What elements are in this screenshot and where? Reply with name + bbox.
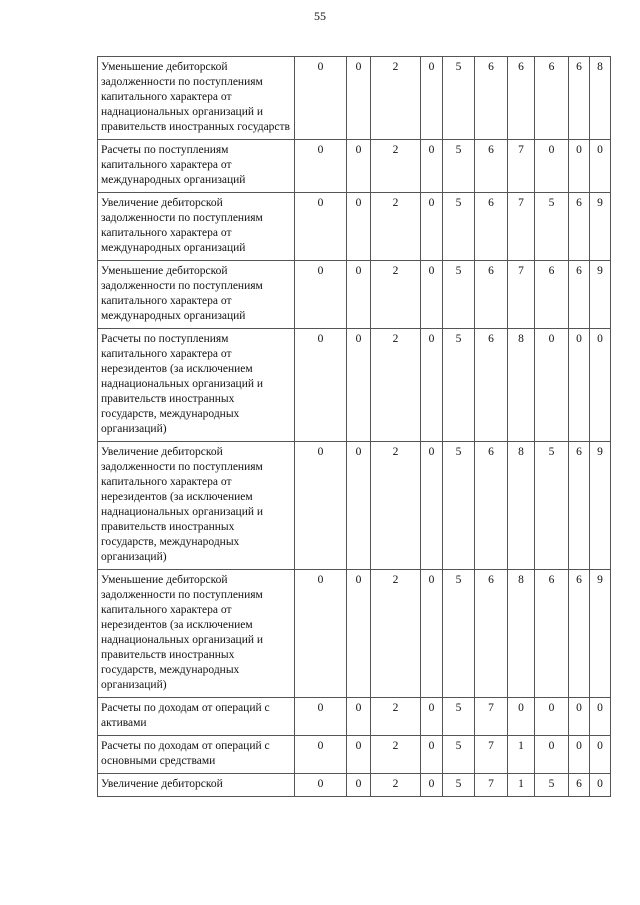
code-digit: 2 bbox=[371, 140, 421, 193]
code-digit: 2 bbox=[371, 442, 421, 570]
row-label: Расчеты по поступлениям капитального характера от международных организаций bbox=[98, 140, 295, 193]
table-row bbox=[98, 140, 611, 193]
row-label: Уменьшение дебиторской задолженности по поступлениям капитального характера от нерезидентов (за исключением наднациональных организаций и правительств иностранных государств, международных организаций) bbox=[98, 570, 295, 698]
code-digit: 0 bbox=[569, 329, 590, 442]
code-digit: 0 bbox=[421, 261, 443, 329]
code-digit: 6 bbox=[508, 57, 535, 140]
code-digit: 7 bbox=[475, 698, 508, 736]
code-digit: 0 bbox=[569, 736, 590, 774]
code-digit: 0 bbox=[421, 442, 443, 570]
code-digit: 6 bbox=[475, 442, 508, 570]
row-label: Увеличение дебиторской bbox=[98, 774, 295, 797]
code-digit: 0 bbox=[295, 570, 347, 698]
code-digit: 0 bbox=[590, 774, 611, 797]
code-digit: 0 bbox=[535, 698, 569, 736]
code-digit: 0 bbox=[421, 774, 443, 797]
code-digit: 9 bbox=[590, 442, 611, 570]
code-digit: 6 bbox=[475, 570, 508, 698]
code-digit: 8 bbox=[508, 570, 535, 698]
code-digit: 0 bbox=[295, 329, 347, 442]
code-digit: 7 bbox=[475, 774, 508, 797]
code-digit: 0 bbox=[347, 774, 371, 797]
code-digit: 0 bbox=[347, 193, 371, 261]
code-digit: 6 bbox=[569, 774, 590, 797]
code-digit: 0 bbox=[295, 736, 347, 774]
code-digit: 7 bbox=[508, 193, 535, 261]
code-digit: 0 bbox=[347, 736, 371, 774]
code-digit: 0 bbox=[421, 570, 443, 698]
code-digit: 0 bbox=[295, 774, 347, 797]
code-digit: 6 bbox=[475, 193, 508, 261]
code-digit: 0 bbox=[295, 57, 347, 140]
code-digit: 0 bbox=[347, 329, 371, 442]
code-digit: 0 bbox=[421, 140, 443, 193]
row-label: Расчеты по поступлениям капитального характера от нерезидентов (за исключением наднациональных организаций и правительств иностранных государств, международных организаций) bbox=[98, 329, 295, 442]
code-digit: 8 bbox=[508, 329, 535, 442]
code-digit: 0 bbox=[508, 698, 535, 736]
code-digit: 0 bbox=[421, 193, 443, 261]
code-digit: 1 bbox=[508, 774, 535, 797]
code-digit: 5 bbox=[443, 140, 475, 193]
code-digit: 0 bbox=[347, 442, 371, 570]
code-digit: 0 bbox=[347, 570, 371, 698]
code-digit: 0 bbox=[535, 329, 569, 442]
row-label: Уменьшение дебиторской задолженности по поступлениям капитального характера от наднациональных организаций и правительств иностранных государств bbox=[98, 57, 295, 140]
code-digit: 0 bbox=[590, 736, 611, 774]
code-digit: 0 bbox=[535, 140, 569, 193]
code-digit: 6 bbox=[569, 442, 590, 570]
code-digit: 5 bbox=[443, 193, 475, 261]
code-digit: 6 bbox=[475, 140, 508, 193]
code-digit: 0 bbox=[295, 261, 347, 329]
code-digit: 7 bbox=[508, 140, 535, 193]
table-row bbox=[98, 261, 611, 329]
row-label: Увеличение дебиторской задолженности по поступлениям капитального характера от нерезидентов (за исключением наднациональных организаций и правительств иностранных государств, международных организаций) bbox=[98, 442, 295, 570]
code-digit: 0 bbox=[347, 261, 371, 329]
code-digit: 9 bbox=[590, 193, 611, 261]
code-digit: 6 bbox=[569, 570, 590, 698]
code-digit: 2 bbox=[371, 698, 421, 736]
code-digit: 0 bbox=[535, 736, 569, 774]
code-digit: 5 bbox=[443, 329, 475, 442]
code-digit: 5 bbox=[443, 736, 475, 774]
code-digit: 0 bbox=[295, 442, 347, 570]
table-row bbox=[98, 774, 611, 797]
table-body bbox=[98, 57, 611, 797]
code-digit: 6 bbox=[569, 57, 590, 140]
table-row bbox=[98, 193, 611, 261]
row-label: Увеличение дебиторской задолженности по поступлениям капитального характера от международных организаций bbox=[98, 193, 295, 261]
code-digit: 0 bbox=[421, 736, 443, 774]
code-digit: 9 bbox=[590, 570, 611, 698]
table-row bbox=[98, 570, 611, 698]
code-digit: 6 bbox=[569, 261, 590, 329]
code-digit: 0 bbox=[421, 329, 443, 442]
table-row bbox=[98, 329, 611, 442]
code-digit: 5 bbox=[443, 570, 475, 698]
row-label: Расчеты по доходам от операций с основными средствами bbox=[98, 736, 295, 774]
code-digit: 5 bbox=[535, 442, 569, 570]
code-digit: 5 bbox=[443, 442, 475, 570]
code-digit: 6 bbox=[569, 193, 590, 261]
code-digit: 8 bbox=[508, 442, 535, 570]
code-digit: 7 bbox=[508, 261, 535, 329]
code-digit: 5 bbox=[535, 193, 569, 261]
code-digit: 7 bbox=[475, 736, 508, 774]
code-digit: 6 bbox=[535, 57, 569, 140]
code-digit: 0 bbox=[347, 698, 371, 736]
code-digit: 5 bbox=[443, 698, 475, 736]
code-digit: 2 bbox=[371, 736, 421, 774]
table-row bbox=[98, 736, 611, 774]
code-digit: 0 bbox=[590, 698, 611, 736]
code-digit: 0 bbox=[295, 698, 347, 736]
code-digit: 5 bbox=[443, 774, 475, 797]
code-digit: 2 bbox=[371, 774, 421, 797]
page-number: 55 bbox=[314, 9, 326, 23]
code-digit: 2 bbox=[371, 570, 421, 698]
code-digit: 2 bbox=[371, 329, 421, 442]
code-digit: 0 bbox=[569, 698, 590, 736]
code-digit: 0 bbox=[421, 57, 443, 140]
table-row bbox=[98, 57, 611, 140]
code-digit: 2 bbox=[371, 57, 421, 140]
code-digit: 0 bbox=[347, 140, 371, 193]
code-digit: 0 bbox=[295, 140, 347, 193]
row-label: Расчеты по доходам от операций с активами bbox=[98, 698, 295, 736]
code-digit: 2 bbox=[371, 261, 421, 329]
code-digit: 9 bbox=[590, 261, 611, 329]
code-digit: 6 bbox=[475, 261, 508, 329]
code-digit: 0 bbox=[590, 329, 611, 442]
code-digit: 6 bbox=[475, 329, 508, 442]
code-digit: 0 bbox=[295, 193, 347, 261]
row-label: Уменьшение дебиторской задолженности по поступлениям капитального характера от международных организаций bbox=[98, 261, 295, 329]
code-digit: 6 bbox=[475, 57, 508, 140]
code-digit: 5 bbox=[535, 774, 569, 797]
code-digit: 6 bbox=[535, 570, 569, 698]
code-digit: 5 bbox=[443, 57, 475, 140]
code-digit: 0 bbox=[590, 140, 611, 193]
code-digit: 6 bbox=[535, 261, 569, 329]
table-row bbox=[98, 698, 611, 736]
code-digit: 1 bbox=[508, 736, 535, 774]
code-digit: 8 bbox=[590, 57, 611, 140]
code-digit: 2 bbox=[371, 193, 421, 261]
code-digit: 0 bbox=[347, 57, 371, 140]
document-table bbox=[97, 56, 611, 797]
code-digit: 0 bbox=[421, 698, 443, 736]
table-row bbox=[98, 442, 611, 570]
code-digit: 5 bbox=[443, 261, 475, 329]
code-digit: 0 bbox=[569, 140, 590, 193]
